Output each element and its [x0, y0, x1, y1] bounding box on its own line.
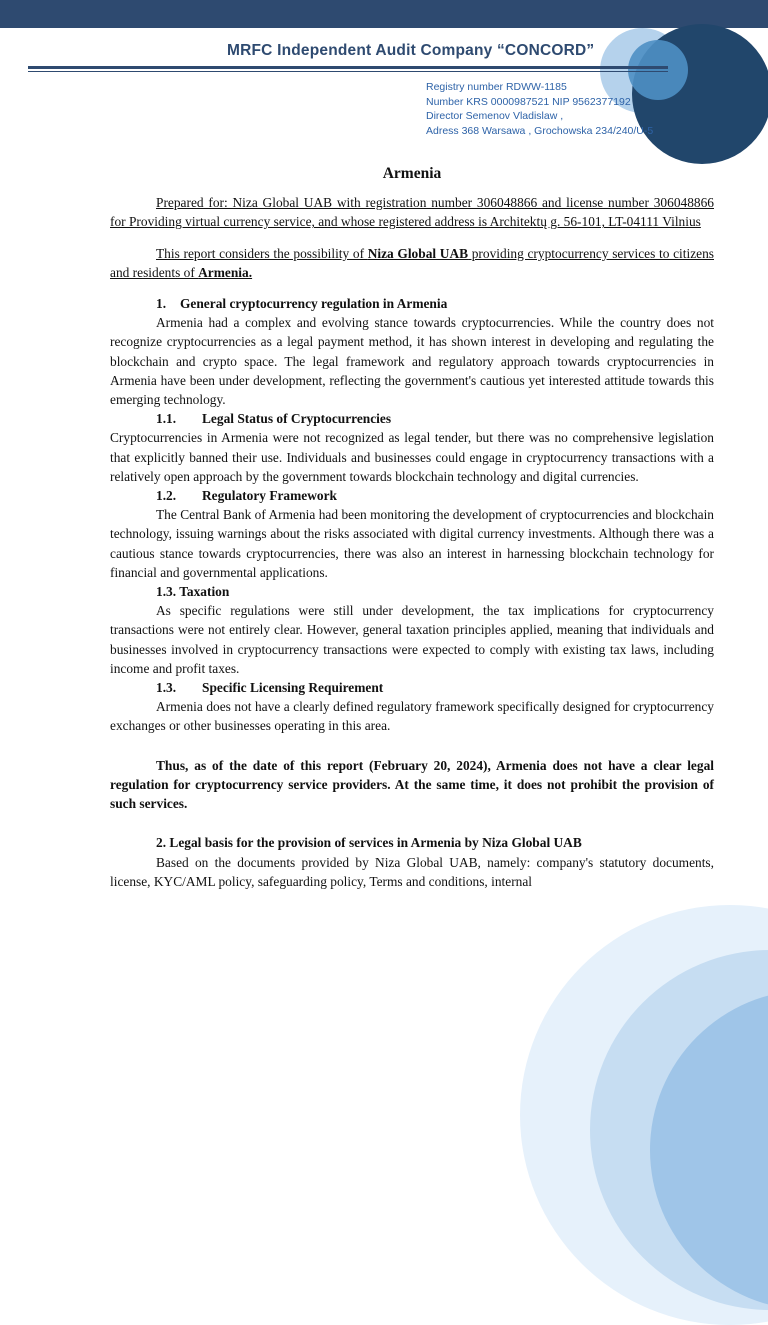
intro-paragraph	[110, 244, 714, 282]
intro-text: providing cryptocurrency services to citizens and residents of	[110, 245, 714, 280]
section-number: 1.	[156, 296, 167, 312]
section-heading	[110, 294, 714, 313]
spacer	[110, 813, 714, 833]
conclusion: Thus, as of the date of this report (February 20, 2024), Armenia does not have a clear legal regulation for cryptocurrency service providers. At the same time, it does not prohibit the provision of such services.	[110, 757, 714, 812]
intro-company: Niza Global UAB	[367, 245, 469, 261]
section-heading: 2. Legal basis for the provision of services in Armenia by Niza Global UAB	[156, 835, 582, 851]
section-heading: 1.3. Taxation	[156, 584, 230, 600]
section-number: 1.1.	[156, 411, 177, 427]
section-title: Regulatory Framework	[202, 488, 337, 504]
header-divider	[28, 66, 668, 69]
section-heading	[110, 678, 714, 697]
section-title: General cryptocurrency regulation in Armenia	[180, 296, 448, 312]
header-divider-thin	[28, 71, 668, 72]
section-heading	[110, 409, 714, 428]
section-text: Armenia had a complex and evolving stance towards cryptocurrencies. While the country does not recognize cryptocurrencies as a legal payment method, it has shown interest in developing and regulating the blockchain and crypto space. The legal framework and regulatory approach towards cryptocurrencies in Armenia have been under development, reflecting the government's cautious yet interested attitude towards this emerging technology.	[110, 315, 714, 408]
spacer	[110, 736, 714, 756]
spacer	[110, 232, 714, 244]
document-body	[110, 164, 714, 891]
page-title: Armenia	[382, 165, 442, 182]
section-heading	[110, 486, 714, 505]
registry-info	[426, 80, 653, 138]
intro-text: This report considers the possibility of	[156, 245, 368, 261]
company-name: MRFC Independent Audit Company “CONCORD”	[227, 42, 595, 59]
intro-country: Armenia.	[198, 264, 253, 280]
spacer	[110, 282, 714, 294]
section-number: 1.3.	[156, 680, 177, 696]
section-title: Specific Licensing Requirement	[202, 680, 384, 696]
section-text: Armenia does not have a clearly defined regulatory framework specifically designed for cryptocurrency exchanges or other businesses operating in this area.	[110, 699, 714, 734]
registry-line: Registry number RDWW-1185	[426, 81, 567, 93]
section-text: Cryptocurrencies in Armenia were not recognized as legal tender, but there was no comprehensive legislation that explicitly banned their use. Individuals and businesses could engage in cryptocurrency transactions with a relatively open approach by the government towards blockchain technology and digital currencies.	[110, 430, 714, 484]
registry-line: Number KRS 0000987521 NIP 9562377192	[426, 95, 631, 108]
section-text: Based on the documents provided by Niza Global UAB, namely: company's statutory documents, license, KYC/AML policy, safeguarding policy, Terms and conditions, internal	[110, 854, 714, 889]
header-bar	[0, 0, 768, 28]
prepared-for: Prepared for: Niza Global UAB with registration number 306048866 and license number 306048866 for Providing virtual currency service, and whose registered address is Architektų g. 56-101, LT-04111 Vilnius	[110, 195, 714, 230]
section-text: As specific regulations were still under development, the tax implications for cryptocurrency transactions were not entirely clear. However, general taxation principles applied, meaning that individuals and businesses involved in cryptocurrency transactions were expected to comply with existing tax laws, including income and profit taxes.	[110, 603, 714, 676]
section-text: The Central Bank of Armenia had been monitoring the development of cryptocurrencies and blockchain technology, issuing warnings about the risks associated with digital currency investments. Although there was a cautious stance towards cryptocurrencies, there was also an interest in harnessing blockchain technology for financial and governmental applications.	[110, 507, 714, 580]
section-title: Legal Status of Cryptocurrencies	[202, 411, 392, 427]
registry-line: Director Semenov Vladislaw ,	[426, 110, 564, 122]
registry-line: Adress 368 Warsawa , Grochowska 234/240/U-5	[426, 124, 654, 137]
section-number: 1.2.	[156, 488, 177, 504]
